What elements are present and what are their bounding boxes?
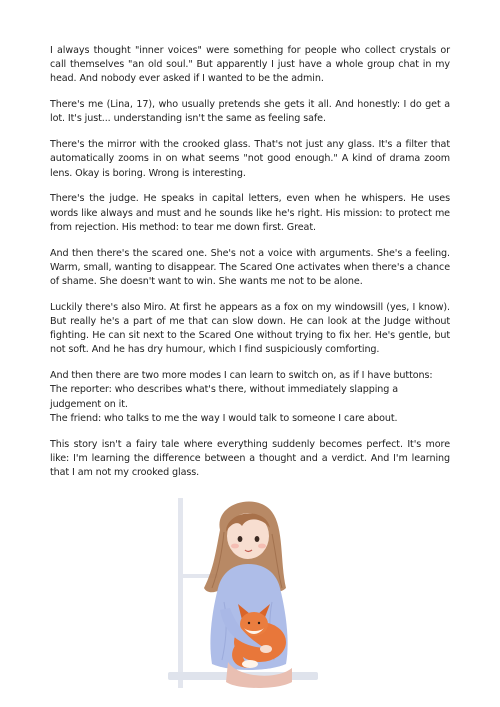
paragraph-judge: There's the judge. He speaks in capital letters, even when he whispers. He uses words like always and must and he sounds like he's right. His mission: to protect me from rejection. His method: to tear me down first. Great. — [50, 193, 450, 233]
paragraph-scared-one: And then there's the scared one. She's not a voice with arguments. She's a feeling. Warm, small, wanting to disappear. The Scared One activates when there's a chance of shame. She doesn't want to win. She wants me not to be alone. — [50, 247, 450, 288]
paragraph-inner-voices: I always thought "inner voices" were something for people who collect crystals or call themselves "an old soul." But apparently I just have a whole group chat in my head. And nobody ever asked if I wanted to be the admin. — [50, 45, 450, 85]
girl-with-fox-illustration — [168, 492, 328, 692]
paragraph-lina: There's me (Lina, 17), who usually pretends she gets it all. And honestly: I do get a lot. It's just... understanding isn't the same as feeling safe. — [50, 99, 450, 125]
paragraph-closing: This story isn't a fairy tale where everything suddenly becomes perfect. It's more like: I'm learning the difference between a thought and a verdict. And I'm learning that I am not my crooked glass. — [50, 438, 450, 479]
story-text — [50, 44, 450, 492]
paragraph-modes — [50, 369, 450, 426]
paragraph-mirror: There's the mirror with the crooked glass. That's not just any glass. It's a filter that automatically zooms in on what seems "not good enough." A kind of drama zoom lens. Okay is boring. Wrong is interesting. — [50, 139, 450, 179]
modes-intro: And then there are two more modes I can learn to switch on, as if I have buttons: — [50, 370, 433, 382]
paragraph-miro: Luckily there's also Miro. At first he appears as a fox on my windowsill (yes, I know). But really he's a part of me that can slow down. He can look at the Judge without fighting. He can sit next to the Scared One without trying to fix her. He's gentle, but not soft. And he has dry humour, which I find suspiciously comforting. — [50, 301, 450, 356]
mode-reporter: The reporter: who describes what's there, without immediately slapping a judgement on it. — [50, 384, 398, 410]
mode-friend: The friend: who talks to me the way I would talk to someone I care about. — [50, 412, 398, 424]
